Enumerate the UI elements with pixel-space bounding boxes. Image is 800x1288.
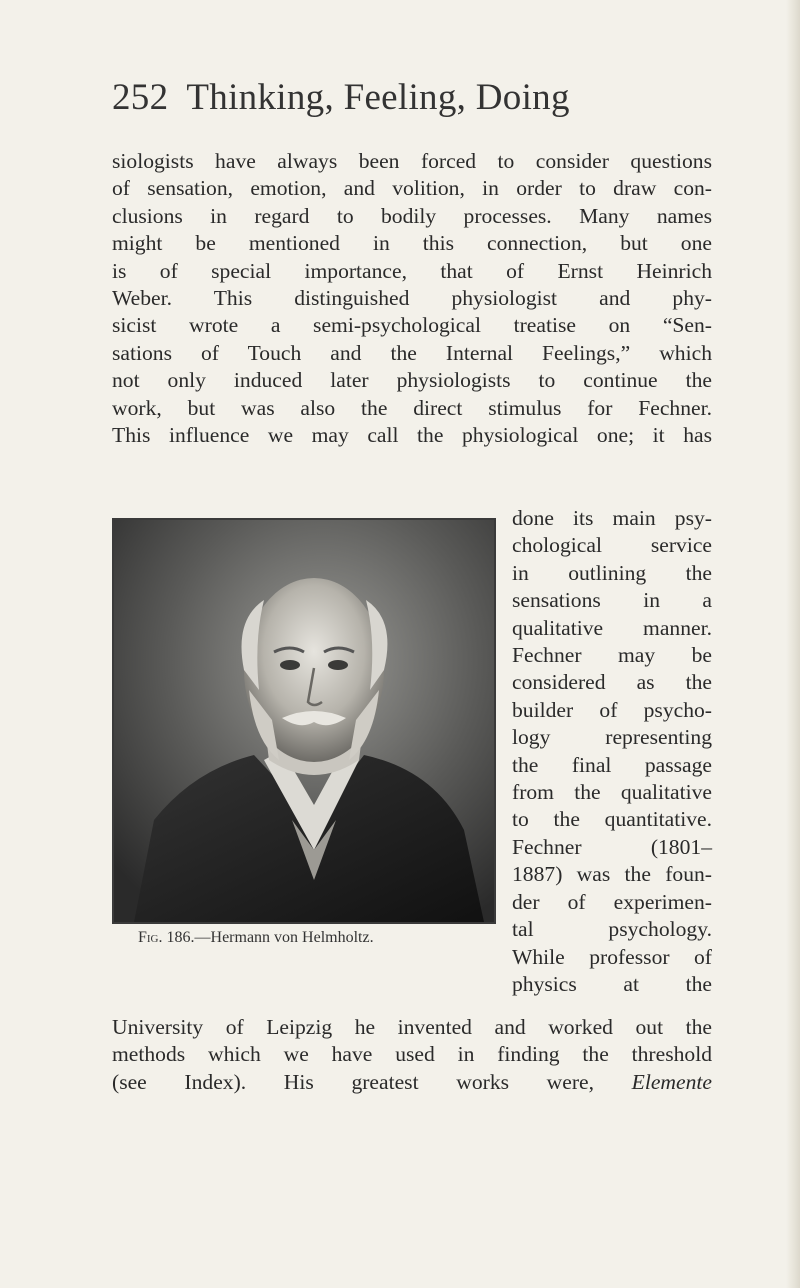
text-line: methods which we have used in finding the threshold	[112, 1042, 712, 1067]
text-line: builder of psycho-	[512, 697, 712, 722]
text-line: der of experimen-	[512, 889, 712, 914]
paragraph-bottom	[112, 1014, 712, 1096]
text-line: work, but was also the direct stimulus for Fechner.	[112, 395, 712, 420]
text-line: 1887) was the foun-	[512, 862, 712, 887]
text-line: in outlining the	[512, 560, 712, 585]
text-line: University of Leipzig he invented and worked out the	[112, 1015, 712, 1039]
text-line: from the qualitative	[512, 780, 712, 805]
portrait-figure	[112, 518, 496, 924]
paragraph-top	[112, 148, 712, 449]
text-line: might be mentioned in this connection, but one	[112, 231, 712, 256]
text-line: While professor of	[512, 944, 712, 969]
text-line: Weber. This distinguished physiologist and phy-	[112, 286, 712, 311]
text-line: Fechner (1801–	[512, 834, 712, 859]
text-line: qualitative manner.	[512, 615, 712, 640]
figure-caption	[138, 929, 374, 947]
running-title: Thinking, Feeling, Doing	[186, 77, 570, 118]
text-line: to the quantitative.	[512, 807, 712, 832]
text-line: chological service	[512, 533, 712, 558]
text-line: logy representing	[512, 725, 712, 750]
text-line: tal psychology.	[512, 917, 712, 942]
italic-title: Elemente	[631, 1069, 712, 1094]
page-header	[112, 76, 712, 119]
text-line: physics at the	[512, 971, 712, 996]
portrait-image	[114, 520, 494, 922]
text-line: considered as the	[512, 670, 712, 695]
text-line: not only induced later physiologists to continue the	[112, 368, 712, 393]
text-line: of sensation, emotion, and volition, in order to draw con-	[112, 176, 712, 201]
text-line: This influence we may call the physiological one; it has	[112, 423, 712, 448]
text-line: sations of Touch and the Internal Feelings,” which	[112, 340, 712, 365]
text-line: is of special importance, that of Ernst Heinrich	[112, 258, 712, 283]
text-line: sicist wrote a semi-psychological treatise on “Sen-	[112, 313, 712, 338]
figure-caption-text: —Hermann von Helmholtz.	[194, 929, 374, 946]
page-number: 252	[112, 77, 169, 118]
page-edge-shadow	[786, 0, 800, 1288]
text-line: done its main psy-	[512, 506, 712, 530]
text-line: sensations in a	[512, 588, 712, 613]
text-line-start: (see Index). His greatest works were,	[112, 1069, 632, 1094]
text-line	[112, 1069, 712, 1096]
text-line: the final passage	[512, 752, 712, 777]
text-line: Fechner may be	[512, 643, 712, 668]
paragraph-wrap-column	[512, 505, 712, 998]
text-line: clusions in regard to bodily processes. Many names	[112, 203, 712, 228]
figure-label: Fig. 186.	[138, 929, 195, 946]
text-line: siologists have always been forced to consider questions	[112, 149, 712, 173]
